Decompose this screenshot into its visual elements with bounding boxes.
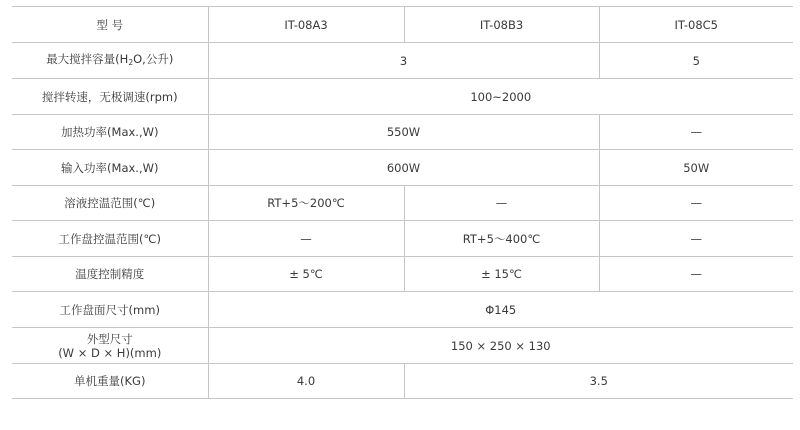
solution-temp-row	[12, 186, 793, 221]
weight-value-a: 4.0	[208, 364, 404, 399]
heating-power-value-c: —	[599, 115, 793, 150]
input-power-row	[12, 150, 793, 186]
input-power-label: 输入功率(Max.,W)	[12, 150, 208, 186]
header-row	[12, 7, 793, 43]
plate-temp-value-a: —	[208, 221, 404, 257]
plate-temp-value-c: —	[599, 221, 793, 257]
header-label: 型 号	[12, 7, 208, 43]
dimensions-row	[12, 328, 793, 364]
heating-power-row	[12, 115, 793, 150]
solution-temp-value-b: —	[404, 186, 599, 221]
capacity-value-c: 5	[599, 43, 793, 79]
plate-size-label: 工作盘面尺寸(mm)	[12, 292, 208, 328]
temp-accuracy-label: 温度控制精度	[12, 257, 208, 292]
dimensions-label-line2: (W × D × H)(mm)	[58, 345, 162, 360]
spec-table	[12, 6, 793, 399]
heating-power-label: 加热功率(Max.,W)	[12, 115, 208, 150]
plate-size-row	[12, 292, 793, 328]
input-power-value-a-b: 600W	[208, 150, 599, 186]
plate-temp-row	[12, 221, 793, 257]
temp-accuracy-value-c: —	[599, 257, 793, 292]
weight-label: 单机重量(KG)	[12, 364, 208, 399]
dimensions-value: 150 × 250 × 130	[208, 328, 793, 364]
capacity-value-a-b: 3	[208, 43, 599, 79]
model-header-b: IT-08B3	[404, 7, 599, 43]
dimensions-label-line1: 外型尺寸	[86, 331, 133, 346]
temp-accuracy-value-a: ± 5℃	[208, 257, 404, 292]
plate-temp-label: 工作盘控温范围(℃)	[12, 221, 208, 257]
model-header-a: IT-08A3	[208, 7, 404, 43]
solution-temp-value-c: —	[599, 186, 793, 221]
weight-row	[12, 364, 793, 399]
capacity-row	[12, 43, 793, 79]
speed-value: 100~2000	[208, 79, 793, 115]
solution-temp-value-a: RT+5～200℃	[208, 186, 404, 221]
plate-size-value: Φ145	[208, 292, 793, 328]
model-header-c: IT-08C5	[599, 7, 793, 43]
speed-label: 搅拌转速，无极调速(rpm)	[12, 79, 208, 115]
temp-accuracy-value-b: ± 15℃	[404, 257, 599, 292]
input-power-value-c: 50W	[599, 150, 793, 186]
speed-row	[12, 79, 793, 115]
heating-power-value-a-b: 550W	[208, 115, 599, 150]
solution-temp-label: 溶液控温范围(℃)	[12, 186, 208, 221]
temp-accuracy-row	[12, 257, 793, 292]
capacity-label: 最大搅拌容量($H_2O$,公升)	[12, 43, 208, 79]
weight-value-b-c: 3.5	[404, 364, 793, 399]
dimensions-label	[12, 328, 208, 364]
plate-temp-value-b: RT+5～400℃	[404, 221, 599, 257]
